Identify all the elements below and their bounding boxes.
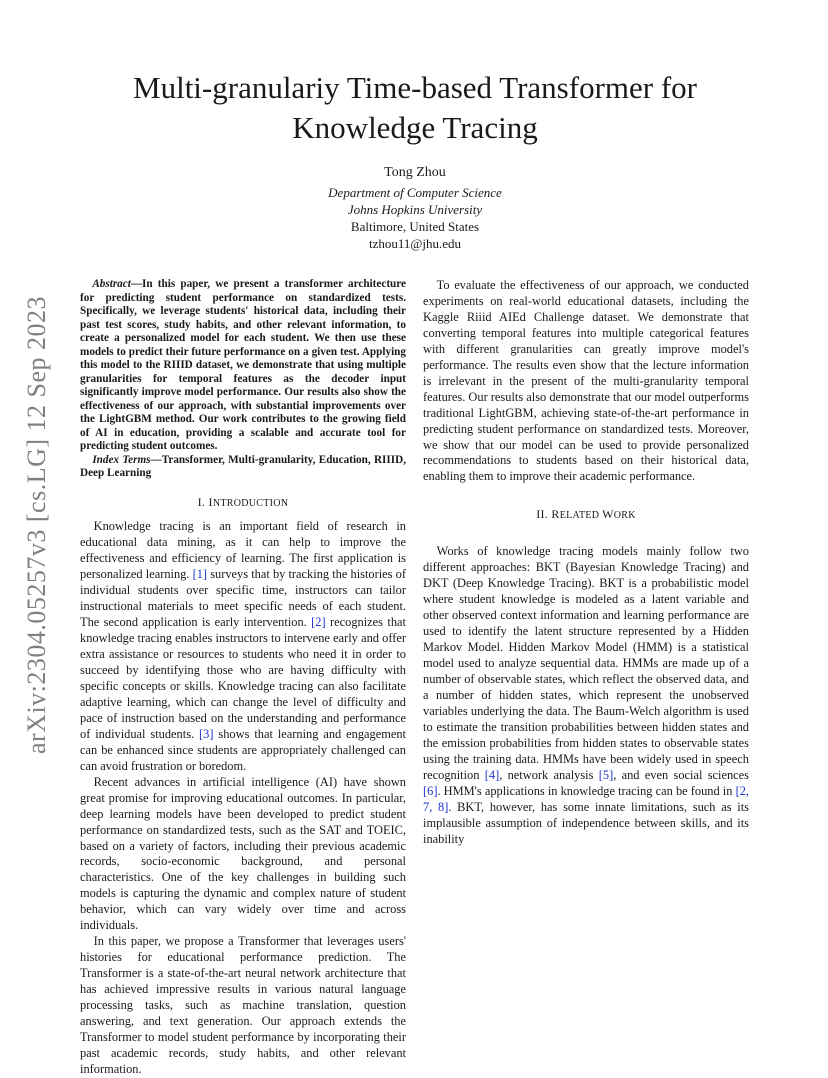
abstract <box>80 278 406 454</box>
abstract-text: —In this paper, we present a transformer architecture for predicting student performance on standardized tests. Specifically, we leverage students' historical data, including their past test scores, study habits, and other relevant information, to create a personalized model for each student. We then use these models to predict their future performance on a given test. Applying this model to the RIIID dataset, we demonstrate that using multiple granularities for temporal features as the decoder input significantly improve model performance. Our results also show the effectiveness of our approach, with substantial improvements over the LightGBM method. Our work contributes to the growing field of AI in education, providing a scalable and accurate tool for predicting student outcomes. <box>80 278 406 452</box>
citation-link[interactable]: [2] <box>311 615 326 630</box>
citation-link[interactable]: [4] <box>484 767 500 782</box>
citation-link[interactable]: [5] <box>598 767 614 782</box>
intro-paragraph-2: Recent advances in artificial intelligence (AI) have shown great promise for improving educational outcomes. In particular, deep learning models have been developed to predict student performance on standardized tests, such as the SAT and TOEIC, based on a variety of factors, including their previous academic records, socio-economic background, and personal characteristics. One of the key challenges in building such models is capturing the dynamic and complex nature of student behavior, which can vary widely over time and across individuals. <box>80 774 406 933</box>
section-heading-introduction: I. INTRODUCTION <box>197 494 289 509</box>
left-column <box>80 278 406 1078</box>
index-terms-label: Index Terms <box>92 453 151 466</box>
citation-link[interactable]: [2, 7, 8] <box>423 783 749 814</box>
abstract-label: Abstract <box>92 278 131 290</box>
author-location: Baltimore, United States <box>350 219 480 234</box>
paper-title <box>80 68 750 148</box>
citation-link[interactable]: [1] <box>192 567 208 582</box>
intro-paragraph-3: In this paper, we propose a Transformer that leverages users' histories for educational performance prediction. The Transformer is a state-of-the-art neural network architecture that has achieved impressive results in various natural language processing tasks, such as machine translation, question answering, and text generation. Our approach extends the Transformer to model student performance by incorporating their past academic records, study habits, and other relevant information. <box>80 934 406 1076</box>
index-terms <box>80 454 406 481</box>
related-paragraph-1: Works of knowledge tracing models mainly follow two different approaches: BKT (Bayesian Knowledge Tracing) and DKT (Deep Knowledge Tracing). BKT is a probabilistic model where student knowledge is modeled as a latent variable and other observed context information and learning performance are used to identify the latent structure represented by a Hidden Markov Model. Hidden Markov Model (HMM) is a statistical model used to analyze sequential data. HMMs are made up of a number of observable states, which reflect the observed data, and a number of hidden states, which represent the unobserved variables underlying the data. The Baum-Welch algorithm is used to estimate the transition probabilities between hidden states and the emission probabilities from hidden states to observable states using the training data. HMMs have been widely used in speech recognition [4], network analysis [5], and even social sciences [6]. HMM's applications in knowledge tracing can be found in [2, 7, 8]. BKT, however, has some innate limitations, such as its implausible assumption of independence between skills, and its inability <box>423 544 749 846</box>
right-column <box>423 278 749 847</box>
arxiv-identifier <box>24 290 50 760</box>
section-heading-related-work: II. RELATED WORK <box>536 507 636 522</box>
title-line-1: Multi-granulariy Time-based Transformer for <box>133 70 697 105</box>
author-email: tzhou11@jhu.edu <box>368 236 461 251</box>
author-name: Tong Zhou <box>384 165 446 180</box>
intro-paragraph-4: To evaluate the effectiveness of our approach, we conducted experiments on real-world educational datasets, including the Kaggle Riiid AIEd Challenge dataset. We demonstrate that converting temporal features into multiple categorical features with different granularities can greatly improve model's performance. The results even show that the lecture information is irrelevant in the present of the multi-granularity temporal features. Our results also demonstrate that our model outperforms traditional LightGBM, achieving state-of-the-art performance in predicting student performance on standardized tests. Moreover, we show that our model can be used to provide personalized recommendations to students based on their historical data, enabling them to improve their academic performance. <box>423 278 749 484</box>
index-terms-text: —Transformer, Multi-granularity, Education, RIIID, Deep Learning <box>80 453 406 479</box>
arxiv-id-text: arXiv:2304.05257v3 [cs.LG] 12 Sep 2023 <box>22 295 51 755</box>
title-line-2: Knowledge Tracing <box>292 110 538 145</box>
author-block <box>200 164 630 252</box>
citation-link[interactable]: [6] <box>423 783 438 798</box>
citation-link[interactable]: [3] <box>199 726 214 741</box>
intro-paragraph-1: Knowledge tracing is an important field of research in educational data mining, as it can help to improve the effectiveness and efficiency of learning. The first application is personalized learning. [1] surveys that by tracking the histories of individual students over specific time, instructors can tailor instructional materials to meet specific needs of each student. The second application is early intervention. [2] recognizes that knowledge tracing enables instructors to intervene early and offer extra assistance or resources to students who need it in order to succeed by identifying those who are having difficulty with specific concepts or skills. Knowledge tracing can also facilitate adaptive learning, which can change the level of difficulty and pace of instruction based on the understanding and performance of individual students. [3] shows that learning and engagement can be enhanced since students are appropriately challenged can can avoid frustration or boredom. <box>80 519 406 773</box>
author-university: Johns Hopkins University <box>347 202 483 217</box>
author-department: Department of Computer Science <box>328 185 502 200</box>
